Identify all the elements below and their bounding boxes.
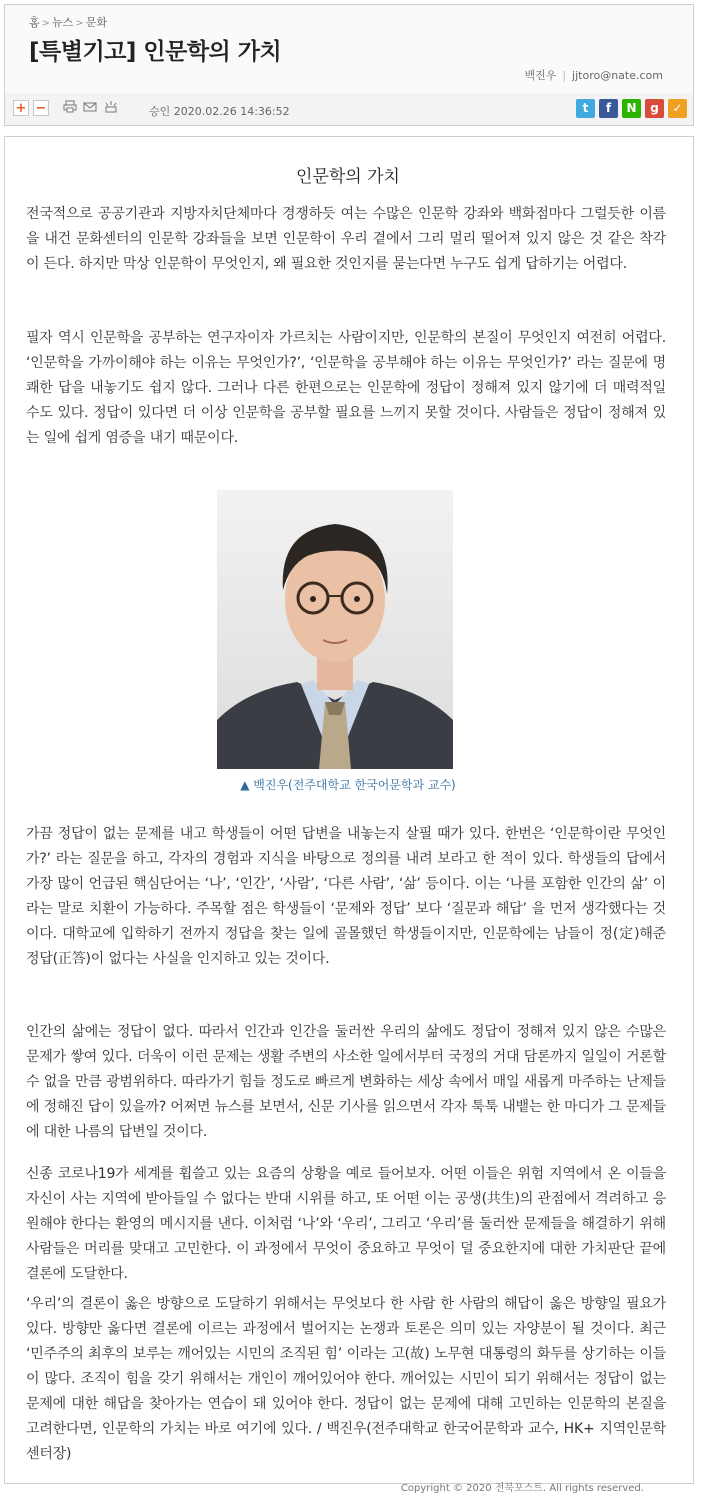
breadcrumb [29, 14, 107, 30]
breadcrumb-separator: > [41, 18, 51, 29]
print-icon[interactable] [61, 100, 79, 116]
breadcrumb-separator: > [75, 18, 84, 29]
article-header [4, 4, 694, 94]
email-icon[interactable] [81, 100, 99, 116]
author-email[interactable]: jjtoro@nate.com [572, 69, 663, 82]
paragraph: 가끔 정답이 없는 문제를 내고 학생들이 어떤 답변을 내놓는지 살필 때가 있다. 한번은 ‘인문학이란 무엇인가?’ 라는 질문을 하고, 각자의 경험과 지식을 바탕으로 정의를 내려 보라고 한 적이 있다. 학생들의 답에서 가장 많이 언급된 핵심단어는 ‘나’, ‘인간’, ‘사람’, ‘다른 사람’, ‘삶’ 등이다. 이는 ‘나를 포함한 인간의 삶’ 이라는 말로 치환이 가능하다. 주목할 점은 학생들이 ‘문제와 정답’ 보다 ‘질문과 해답’ 을 먼저 생각했다는 것이다. 대학교에 입학하기 전까지 정답을 찾는 일에 골몰했던 학생들이지만, 인문학에는 남들이 정(定)해준 정답(正答)이 없다는 사실을 인지하고 있는 것이다. [26, 826, 666, 967]
naver-icon[interactable]: N [622, 99, 641, 118]
paragraph: 신종 코로나19가 세계를 휩쓸고 있는 요즘의 상황을 예로 들어보자. 어떤 이들은 위험 지역에서 온 이들을 자신이 사는 지역에 받아들일 수 없다는 반대 시위를 하고, 또 어떤 이는 공생(共生)의 관점에서 격려하고 응원해야 한다는 환영의 메시지를 낸다. 이처럼 ‘나’와 ‘우리’, 그리고 ‘우리’를 둘러싼 문제들을 해결하기 위해 사람들은 머리를 맞대고 고민한다. 이 과정에서 무엇이 중요하고 무엇이 덜 중요한지에 대한 가치판단 끝에 결론에 도달한다. [26, 1166, 666, 1282]
breadcrumb-home[interactable]: 홈 [29, 16, 40, 29]
google-icon[interactable]: g [645, 99, 664, 118]
copyright-notice: Copyright © 2020 전북포스트. All rights reserved. [400, 1483, 644, 1494]
byline [524, 67, 663, 83]
paragraph: 인간의 삶에는 정답이 없다. 따라서 인간과 인간을 둘러싼 우리의 삶에도 정답이 정해져 있지 않은 수많은 문제가 쌓여 있다. 더욱이 이런 문제는 생활 주변의 사소한 일에서부터 국정의 거대 담론까지 일일이 거론할 수 없을 만큼 광범위하다. 따라가기 힘들 정도로 빠르게 변화하는 세상 속에서 매일 새롭게 마주하는 난제들에 정해진 답이 있을까? 어쩌면 뉴스를 보면서, 신문 기사를 읽으면서 각자 툭툭 내뱉는 한 마디가 그 문제들에 대한 나름의 답변일 것이다. [26, 1024, 666, 1140]
article-subtitle: 인문학의 가치 [296, 167, 400, 187]
page-title: [특별기고] 인문학의 가치 [29, 39, 282, 65]
report-icon[interactable] [102, 100, 120, 116]
font-increase-button[interactable]: + [13, 100, 29, 116]
paragraph: 전국적으로 공공기관과 지방자치단체마다 경쟁하듯 여는 수많은 인문학 강좌와 백화점마다 그럴듯한 이름을 내건 문화센터의 인문학 강좌들을 보면 인문학이 우리 곁에서 그리 멀리 떨어져 있지 않은 것 같은 착각이 든다. 하지만 막상 인문학이 무엇인지, 왜 필요한 것인지를 묻는다면 누구도 쉽게 답하기는 어렵다. [26, 206, 666, 272]
facebook-icon[interactable]: f [599, 99, 618, 118]
approval-timestamp: 승인 2020.02.26 14:36:52 [149, 105, 290, 118]
byline-divider: | [562, 69, 567, 82]
breadcrumb-section[interactable]: 문화 [85, 16, 107, 29]
breadcrumb-news[interactable]: 뉴스 [52, 16, 74, 29]
font-decrease-button[interactable]: − [33, 100, 49, 116]
paragraph: 필자 역시 인문학을 공부하는 연구자이자 가르치는 사람이지만, 인문학의 본질이 무엇인지 여전히 어렵다. ‘인문학을 가까이해야 하는 이유는 무엇인가?’, ‘인문학을 공부해야 하는 이유는 무엇인가?’ 라는 질문에 명쾌한 답을 내놓기도 쉽지 않다. 그러나 다른 한편으로는 인문학에 정답이 정해져 있지 않기에 더 매력적일 수도 있다. 정답이 있다면 더 이상 인문학을 공부할 필요를 느끼지 못할 것이다. 사람들은 정답이 정해져 있는 일에 쉽게 염증을 내기 때문이다. [26, 330, 666, 446]
photo-caption: ▲ 백진우(전주대학교 한국어문학과 교수) [240, 778, 456, 792]
twitter-icon[interactable]: t [576, 99, 595, 118]
article-toolbar [4, 93, 694, 126]
paragraph: ‘우리’의 결론이 옳은 방향으로 도달하기 위해서는 무엇보다 한 사람 한 사람의 해답이 옳은 방향일 필요가 있다. 방향만 옳다면 결론에 이르는 과정에서 벌어지는 논쟁과 토론은 의미 있는 자양분이 될 것이다. 최근 ‘민주주의 최후의 보루는 깨어있는 시민의 조직된 힘’ 이라는 고(故) 노무현 대통령의 화두를 상기하는 이들이 많다. 조직이 힘을 갖기 위해서는 개인이 깨어있어야 한다. 깨어있는 시민이 되기 위해서는 정답이 없는 문제에 대한 해답을 찾아가는 연습이 돼 있어야 한다. 정답이 없는 문제에 대해 고민하는 인문학의 본질을 고려한다면, 인문학의 가치는 바로 여기에 있다. / 백진우(전주대학교 한국어문학과 교수, HK+ 지역인문학센터장) [26, 1296, 666, 1462]
author-photo [217, 490, 453, 769]
author-name: 백진우 [524, 69, 557, 82]
yozm-icon[interactable]: ✓ [668, 99, 687, 118]
